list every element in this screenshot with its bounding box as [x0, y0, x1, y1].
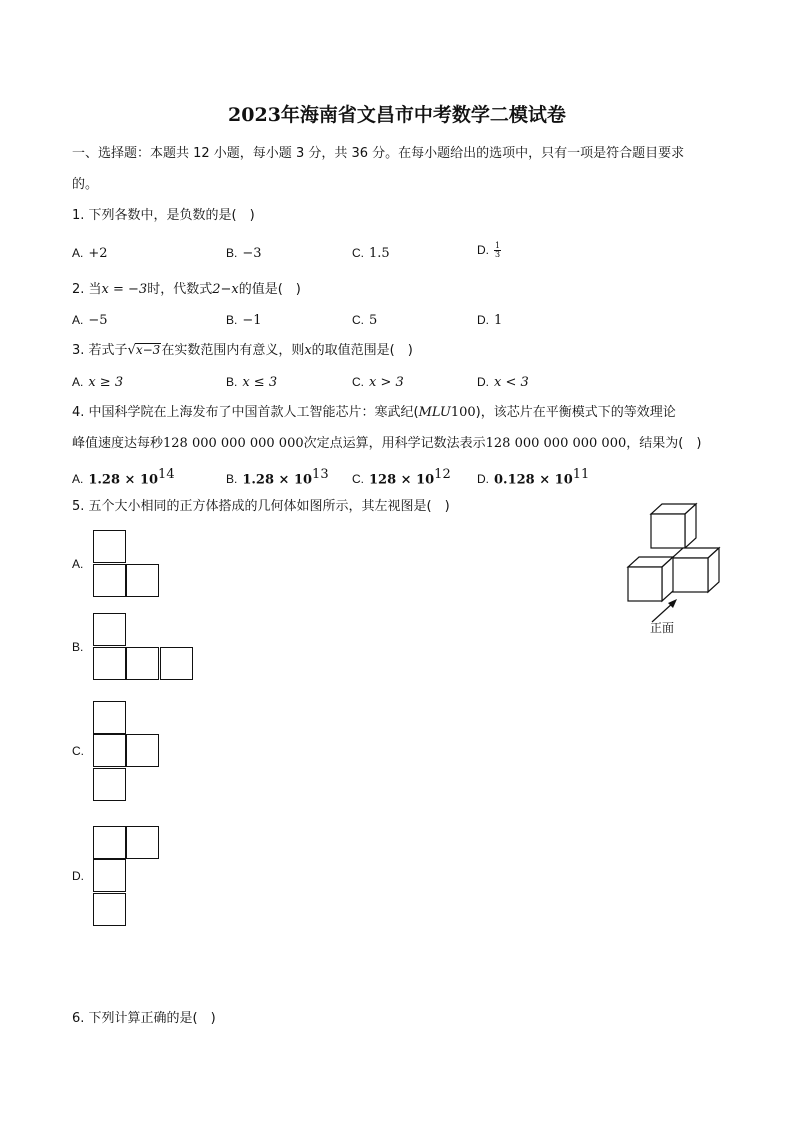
q3-option-b[interactable]: B. x ≤ 3	[226, 375, 278, 390]
q3-option-c[interactable]: C. x > 3	[352, 375, 404, 390]
q4-option-b[interactable]: B. $1.28 \times 10^{13}$	[226, 467, 329, 488]
q4-stem-line2: 峰值速度达每秒128 000 000 000 000次定点运算，用科学记数法表示128 000 000 000 000，结果为( )	[72, 436, 702, 451]
q4-option-a[interactable]: A. $1.28 \times 10^{14}$	[72, 467, 175, 488]
q5-option-c-label[interactable]: C.	[72, 744, 84, 758]
q1-option-d[interactable]: D. $\frac{1}{3}$	[477, 241, 501, 259]
q1-option-b[interactable]: B. −3	[226, 246, 262, 261]
q5-option-d-label[interactable]: D.	[72, 869, 84, 883]
q5-option-b-label[interactable]: B.	[72, 640, 84, 654]
q4-stem-line1: 4. 中国科学院在上海发布了中国首款人工智能芯片：寒武纪(MLU100)，该芯片在平衡模式下的等效理论	[72, 405, 676, 420]
cube-top-front-face	[651, 514, 685, 548]
q2-option-a[interactable]: A. −5	[72, 313, 108, 328]
section-instruction-line2: 的。	[72, 177, 99, 192]
q5-stem: 5. 五个大小相同的正方体搭成的几何体如图所示，其左视图是( )	[72, 499, 450, 514]
q3-option-a[interactable]: A. x ≥ 3	[72, 375, 124, 390]
q5-option-a-label[interactable]: A.	[72, 557, 84, 571]
q4-option-c[interactable]: C. $128 \times 10^{12}$	[352, 467, 451, 488]
q2-stem: 2. 当x = −3时，代数式2−x的值是( )	[72, 282, 301, 297]
q2-option-d[interactable]: D. 1	[477, 313, 503, 328]
cube-right-front-face	[672, 558, 708, 592]
section-instruction-line1: 一、选择题：本题共 12 小题，每小题 3 分，共 36 分。在每小题给出的选项中，只有一项是符合题目要求	[72, 146, 685, 161]
radical-expression: x−3	[135, 343, 161, 357]
q3-stem: 3. 若式子√x−3在实数范围内有意义，则x的取值范围是( )	[72, 343, 413, 358]
q2-option-c[interactable]: C. 5	[352, 313, 378, 328]
q6-stem: 6. 下列计算正确的是( )	[72, 1011, 216, 1026]
cube-left-front-face	[628, 567, 662, 601]
q2-option-b[interactable]: B. −1	[226, 313, 262, 328]
q4-option-d[interactable]: D. $0.128 \times 10^{11}$	[477, 467, 590, 488]
q1-option-c[interactable]: C. 1.5	[352, 246, 390, 261]
figure-front-label: 正面	[650, 621, 675, 635]
q3-option-d[interactable]: D. x < 3	[477, 375, 529, 390]
fraction: $\frac{1}{3}$	[495, 241, 501, 259]
page-title: 2023年海南省文昌市中考数学二模试卷	[228, 104, 566, 126]
q1-option-a[interactable]: A. +2	[72, 246, 108, 261]
cube-figure	[620, 500, 730, 640]
q1-stem: 1. 下列各数中，是负数的是( )	[72, 208, 255, 223]
